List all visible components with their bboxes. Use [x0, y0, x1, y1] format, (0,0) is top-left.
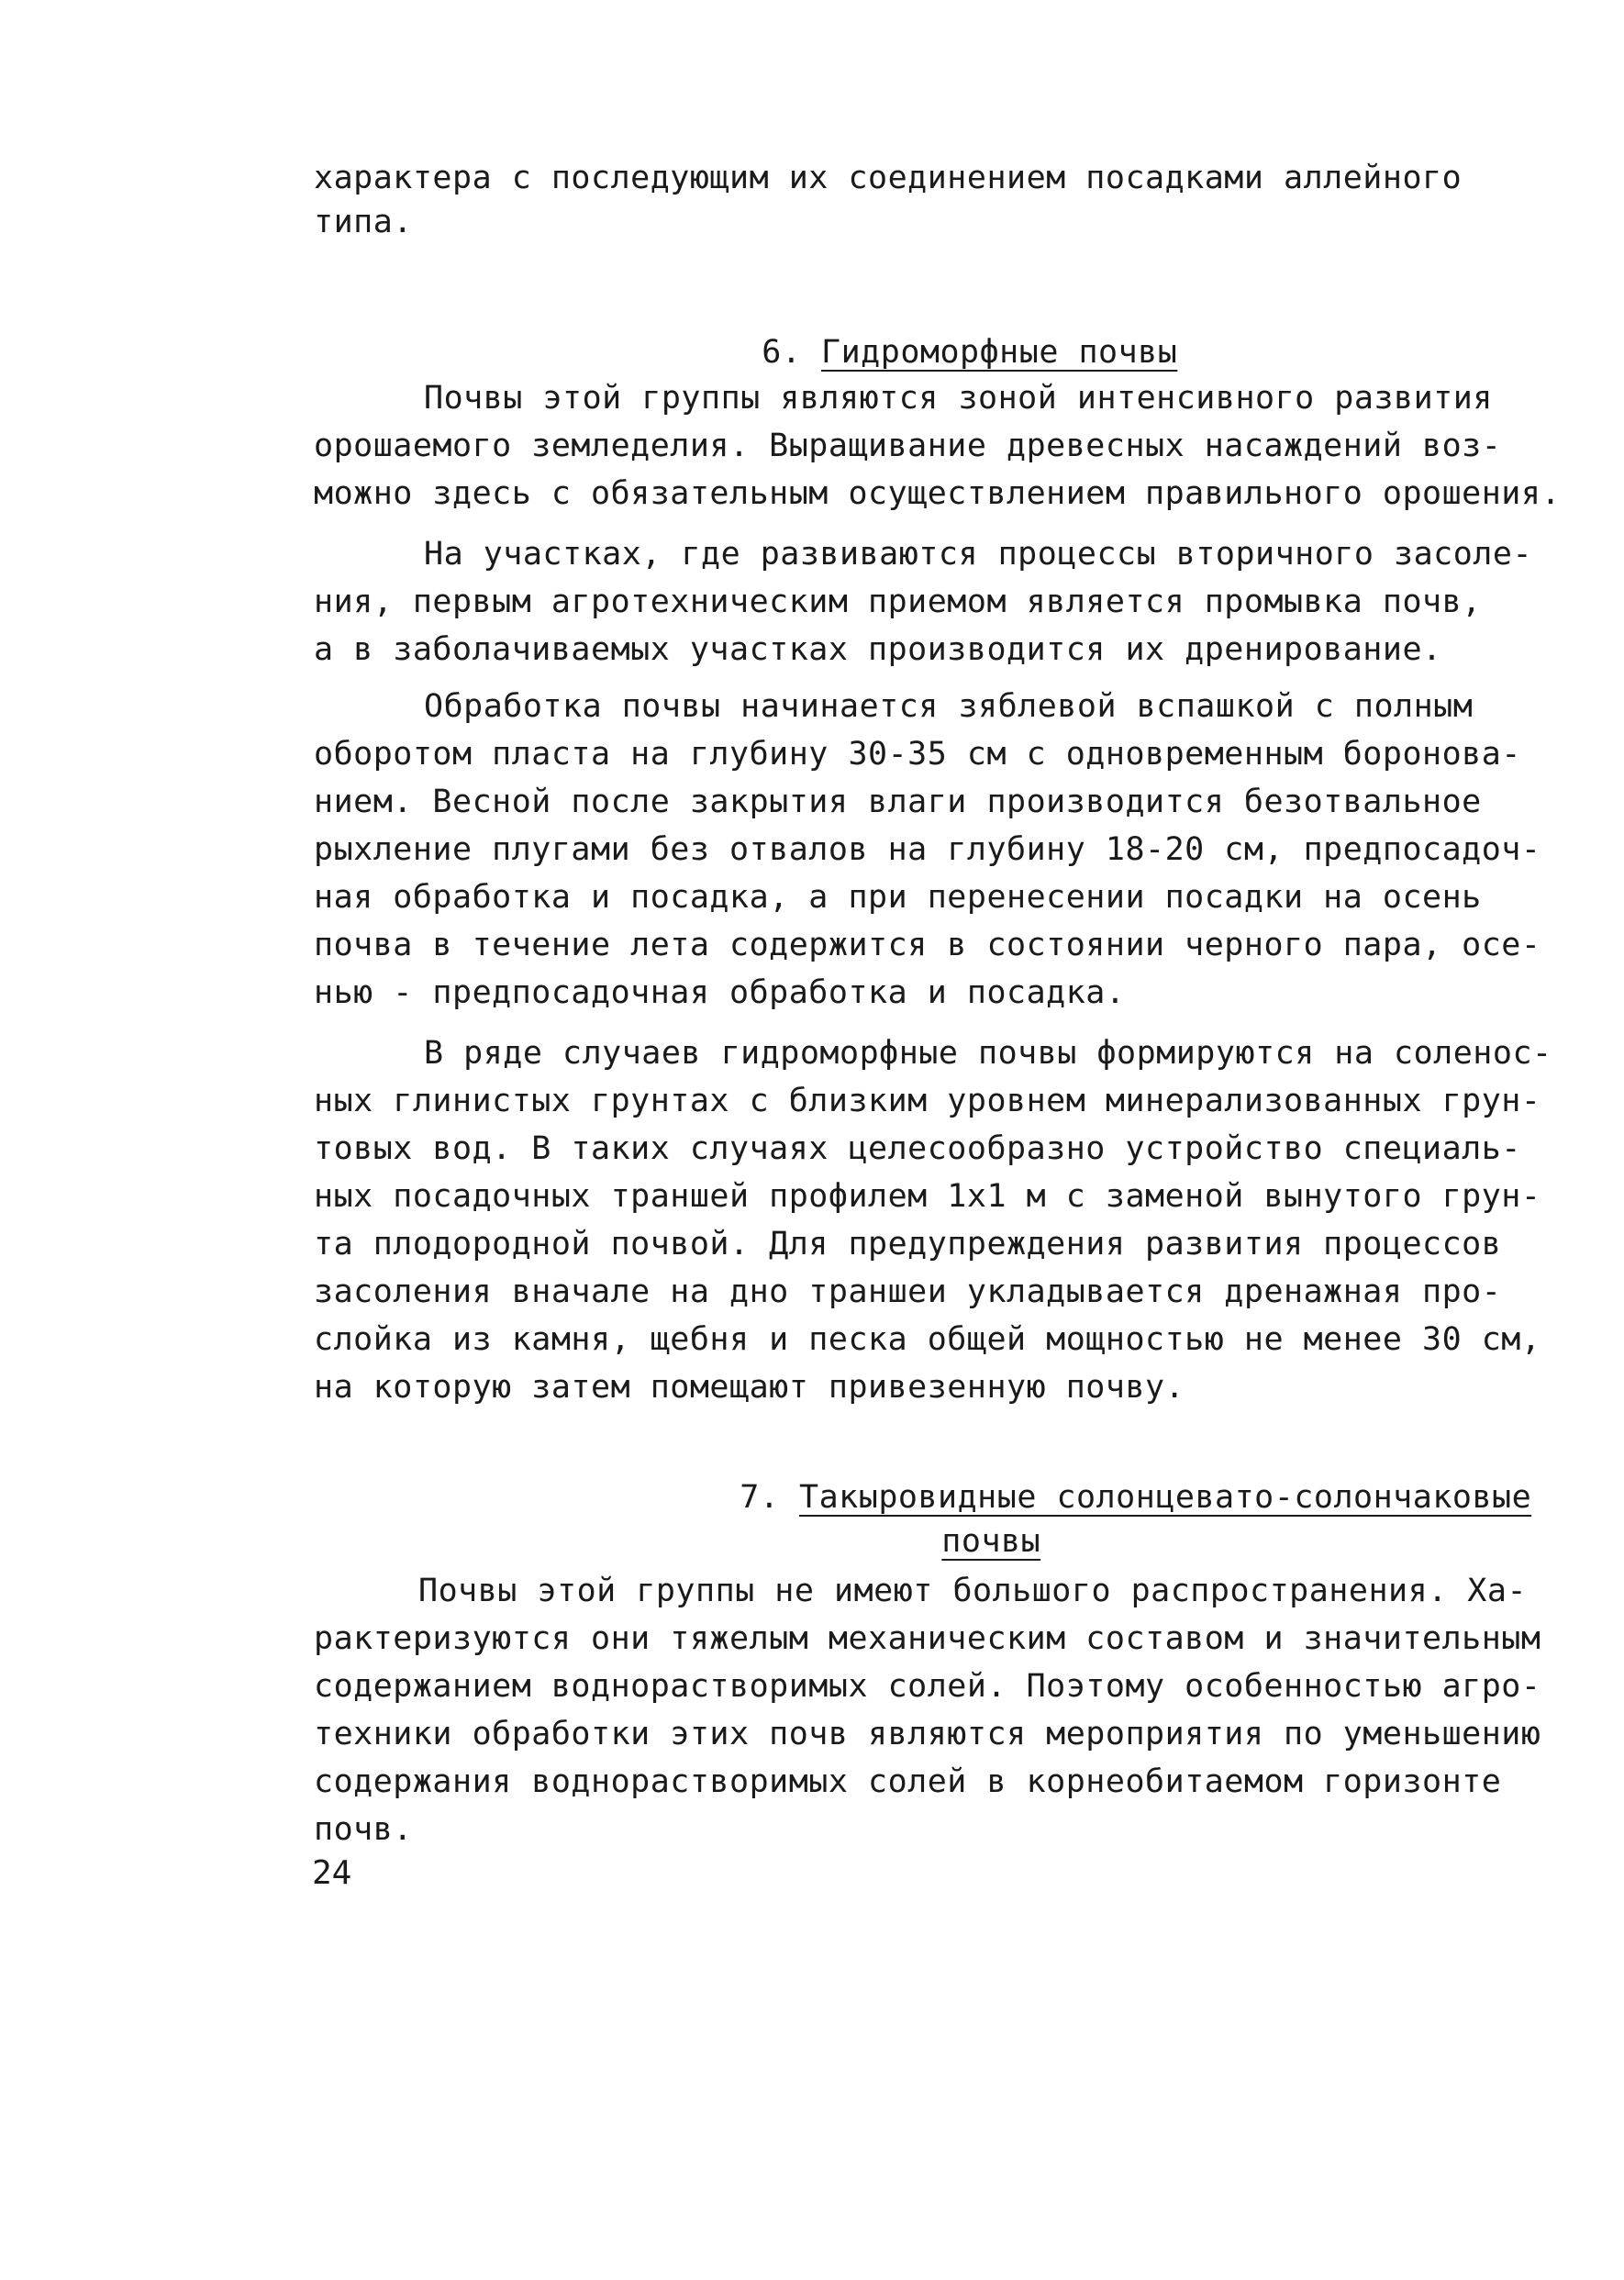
s6-p2-line-2: ния, первым агротехническим приемом является промывка почв, [314, 584, 1482, 620]
s6-p3-line-3: нием. Весной после закрытия влаги производится безотвальное [314, 784, 1482, 820]
s6-p3-line-1: Обработка почвы начинается зяблевой вспашкой с полным [424, 688, 1474, 725]
s6-p3-line-5: ная обработка и посадка, а при перенесении посадки на осень [314, 879, 1482, 916]
s6-p3-line-4: рыхление плугами без отвалов на глубину 18-20 см, предпосадоч- [314, 831, 1541, 868]
s6-p3-line-6: почва в течение лета содержится в состоянии черного пара, осе- [314, 927, 1541, 963]
section-7-title-line-1: Такыровидные солонцевато-солончаковые [799, 1479, 1532, 1516]
intro-line-1: характера с последующим их соединением посадками аллейного [314, 160, 1463, 196]
s7-p1-line-6: почв. [314, 1811, 413, 1848]
intro-line-2: типа. [314, 204, 413, 240]
s6-p2-line-1: На участках, где развиваются процессы вторичного засоле- [424, 536, 1533, 573]
s6-p4-line-6: засоления вначале на дно траншеи укладывается дренажная про- [314, 1273, 1502, 1310]
section-6-number: 6. [762, 334, 802, 371]
s6-p1-line-1: Почвы этой группы являются зоной интенсивного развития [424, 380, 1493, 417]
s6-p4-line-5: та плодородной почвой. Для предупреждения развития процессов [314, 1226, 1502, 1262]
section-6-title: Гидроморфные почвы [821, 334, 1178, 371]
s7-p1-line-1: Почвы этой группы не имеют большого распространения. Ха- [418, 1573, 1528, 1609]
s6-p1-line-3: можно здесь с обязательным осуществлением правильного орошения. [314, 475, 1562, 512]
s6-p4-line-7: слойка из камня, щебня и песка общей мощностью не менее 30 см, [314, 1321, 1541, 1358]
s7-p1-line-4: техники обработки этих почв являются мероприятия по уменьшению [314, 1716, 1541, 1752]
section-7-number: 7. [740, 1479, 780, 1516]
s6-p3-line-2: оборотом пласта на глубину 30-35 см с одновременным боронова- [314, 736, 1521, 773]
s6-p4-line-3: товых вод. В таких случаях целесообразно устройство специаль- [314, 1130, 1521, 1167]
page-number: 24 [312, 1854, 352, 1892]
section-7-title-line-2: почвы [941, 1523, 1041, 1560]
s6-p4-line-1: В ряде случаев гидроморфные почвы формируются на соленос- [424, 1035, 1552, 1072]
s7-p1-line-2: рактеризуются они тяжелым механическим составом и значительным [314, 1620, 1541, 1657]
s6-p3-line-7: нью - предпосадочная обработка и посадка. [314, 974, 1126, 1011]
s6-p4-line-4: ных посадочных траншей профилем 1х1 м с заменой вынутого грун- [314, 1178, 1541, 1215]
s6-p4-line-8: на которую затем помещают привезенную почву. [314, 1369, 1185, 1406]
s6-p2-line-3: а в заболачиваемых участках производится их дренирование. [314, 631, 1442, 668]
s7-p1-line-5: содержания воднорастворимых солей в корнеобитаемом горизонте [314, 1763, 1502, 1800]
s7-p1-line-3: содержанием воднорастворимых солей. Поэтому особенностью агро- [314, 1668, 1541, 1705]
s6-p4-line-2: ных глинистых грунтах с близким уровнем минерализованных грун- [314, 1083, 1541, 1119]
section-7-heading [661, 1437, 1531, 1558]
s6-p1-line-2: орошаемого земледелия. Выращивание древесных насаждений воз- [314, 428, 1502, 464]
